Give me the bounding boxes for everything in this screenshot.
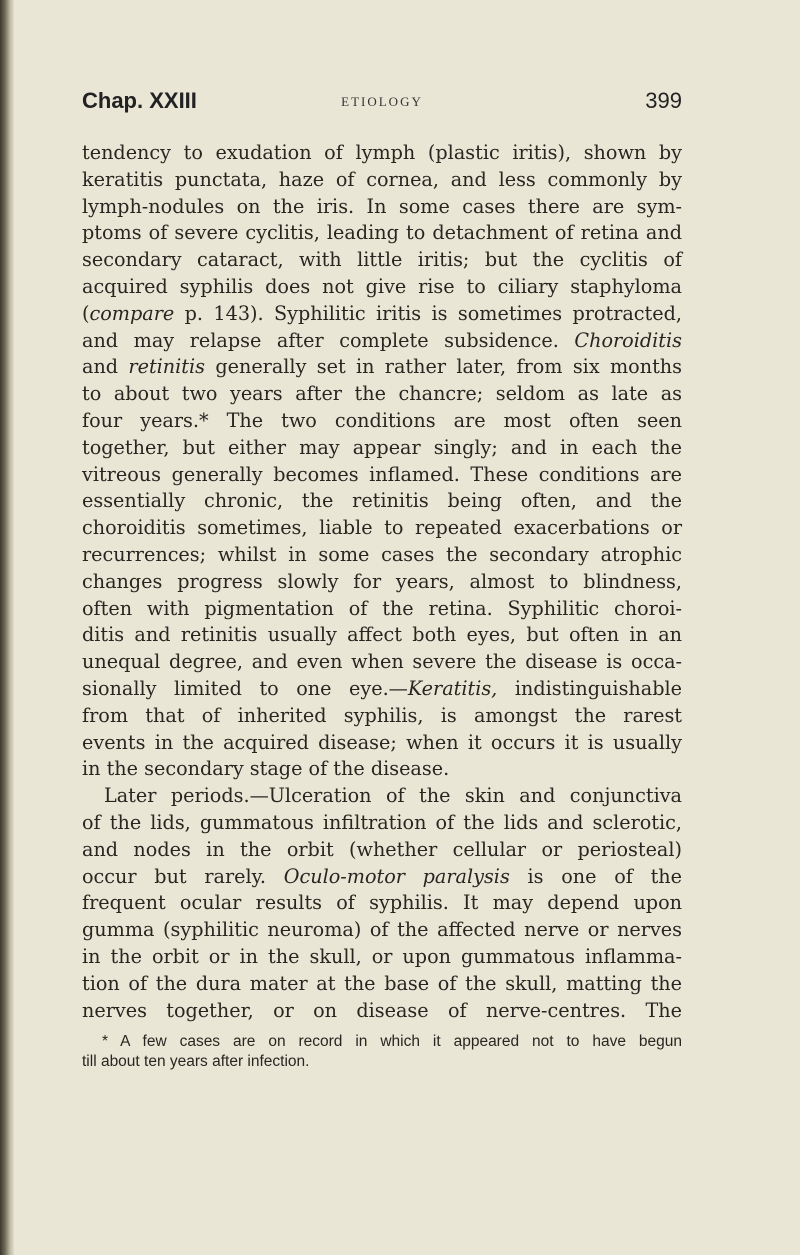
- text-line: changes progress slowly for years, almost to blindness,: [82, 569, 682, 593]
- text-line: in the orbit or in the skull, or upon gummatous inflamma-: [82, 944, 682, 968]
- running-title: ETIOLOGY: [341, 94, 423, 109]
- footnote: [82, 1032, 682, 1072]
- running-header: [82, 88, 682, 124]
- text-line: ditis and retinitis usually affect both eyes, but often in an: [82, 623, 682, 647]
- text-line: and may relapse after complete subsidence. Choroiditis: [82, 328, 682, 352]
- text-line: (compare p. 143). Syphilitic iritis is sometimes protracted,: [82, 301, 682, 325]
- book-spine-shadow: [0, 0, 14, 1255]
- text-line: of the lids, gummatous infiltration of the lids and sclerotic,: [82, 810, 682, 834]
- footnote-line: * A few cases are on record in which it appeared not to have begun: [102, 1033, 682, 1051]
- italic-keratitis: Keratitis,: [407, 676, 498, 700]
- text-line: to about two years after the chancre; seldom as late as: [82, 382, 682, 406]
- body-text: [82, 140, 682, 1024]
- chapter-label: Chap. XXIII: [82, 88, 197, 113]
- text-line: lymph-nodules on the iris. In some cases there are sym-: [82, 194, 682, 218]
- text-line: in the secondary stage of the disease.: [82, 757, 450, 781]
- page-number: 399: [645, 88, 682, 113]
- italic-retinitis: retinitis: [128, 355, 205, 379]
- text-line: frequent ocular results of syphilis. It may depend upon: [82, 891, 682, 915]
- text-line: choroiditis sometimes, liable to repeated exacerbations or: [82, 516, 682, 540]
- text-line: sionally limited to one eye.—Keratitis, indistinguishable: [82, 676, 682, 700]
- text-line: acquired syphilis does not give rise to ciliary staphyloma: [82, 274, 682, 298]
- text-line: Later periods.—Ulceration of the skin and conjunctiva: [104, 784, 682, 808]
- text-line: and nodes in the orbit (whether cellular or periosteal): [82, 837, 682, 861]
- italic-choroiditis: Choroiditis: [574, 328, 682, 352]
- text-line: unequal degree, and even when severe the disease is occa-: [82, 650, 682, 674]
- text-line: essentially chronic, the retinitis being often, and the: [82, 489, 682, 513]
- book-page: [82, 88, 682, 1072]
- text-line: occur but rarely. Oculo-motor paralysis is one of the: [82, 864, 682, 888]
- text-line: nerves together, or on disease of nerve-centres. The: [82, 998, 682, 1022]
- text-line: and retinitis generally set in rather later, from six months: [82, 355, 682, 379]
- text-line: events in the acquired disease; when it occurs it is usually: [82, 730, 682, 754]
- text-line: secondary cataract, with little iritis; but the cyclitis of: [82, 248, 682, 272]
- text-line: often with pigmentation of the retina. Syphilitic choroi-: [82, 596, 682, 620]
- italic-oculo-motor-paralysis: Oculo-motor paralysis: [283, 864, 510, 888]
- italic-compare: compare: [89, 301, 175, 325]
- text-line: gumma (syphilitic neuroma) of the affected nerve or nerves: [82, 918, 682, 942]
- footnote-line: till about ten years after infection.: [82, 1053, 310, 1071]
- text-line: from that of inherited syphilis, is amongst the rarest: [82, 703, 682, 727]
- text-line: together, but either may appear singly; and in each the: [82, 435, 682, 459]
- text-line: tendency to exudation of lymph (plastic iritis), shown by: [82, 141, 682, 164]
- text-line: keratitis punctata, haze of cornea, and less commonly by: [82, 167, 682, 191]
- text-line: vitreous generally becomes inflamed. These conditions are: [82, 462, 682, 486]
- text-line: ptoms of severe cyclitis, leading to detachment of retina and: [82, 221, 682, 245]
- text-line: four years.* The two conditions are most often seen: [82, 408, 682, 432]
- text-line: tion of the dura mater at the base of the skull, matting the: [82, 971, 682, 995]
- text-line: recurrences; whilst in some cases the secondary atrophic: [82, 542, 682, 566]
